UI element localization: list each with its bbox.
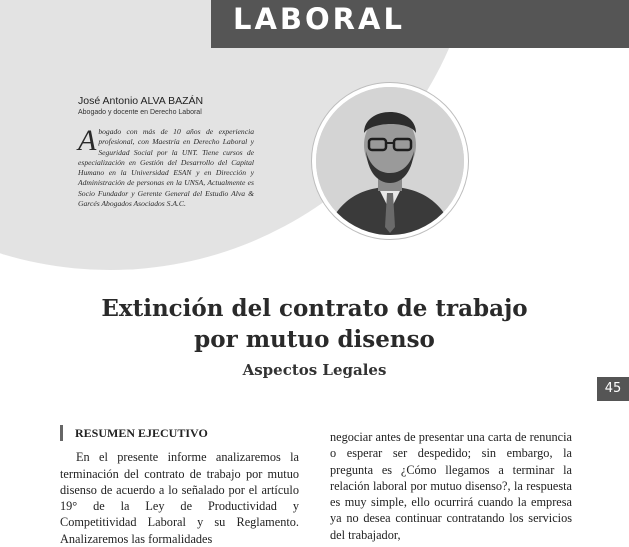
left-column — [60, 425, 299, 547]
summary-heading: RESUMEN EJECUTIVO — [60, 425, 299, 441]
bio-text: bogado con más de 10 años de experiencia profesional, con Maestría en Derecho Laboral y Seguridad Social por la UNT. Tiene cursos de especialización en Gestión del Desarrollo del Capital Humano en la Universidad ESAN y en Dirección y Administración de personas en la UNSA, Actualmente es Socio Fundador y Gerente General del Estudio Alva & Garcés Abogados Asociados S.A.C. — [78, 127, 254, 209]
author-role: Abogado y docente en Derecho Laboral — [78, 109, 202, 116]
bio-drop-cap: A — [78, 124, 97, 157]
page-number: 45 — [597, 377, 629, 401]
author-portrait-image — [316, 87, 464, 235]
author-name — [78, 95, 203, 107]
section-title: LABORAL — [233, 2, 405, 36]
author-bio — [78, 124, 254, 209]
article-title-line-2: por mutuo disenso — [194, 326, 435, 353]
author-first-name: José Antonio — [78, 95, 141, 107]
article-subtitle: Aspectos Legales — [242, 361, 387, 379]
author-last-name: ALVA BAZÁN — [140, 95, 204, 107]
article-title-line-1: Extinción del contrato de trabajo — [101, 295, 528, 322]
section-banner — [211, 0, 629, 48]
right-column — [330, 429, 572, 543]
left-column-text: En el presente informe analizaremos la terminación del contrato de trabajo por mutuo disenso de acuerdo a lo señalado por el artículo 19° de la Ley de Productividad y Competitividad Laboral y su Reglamento. Analizaremos las formalidades — [60, 450, 299, 546]
right-column-text: negociar antes de presentar una carta de renuncia o esperar ser despedido; sin embargo, la pregunta es ¿Cómo llegamos a terminar la relación laboral por mutuo disenso?, la respuesta es muy simple, ello ocurrirá cuando la empresa ya no desea continuar contratando los servicios del trabajador, — [330, 430, 572, 542]
article-title — [0, 293, 629, 355]
author-photo — [312, 83, 468, 239]
